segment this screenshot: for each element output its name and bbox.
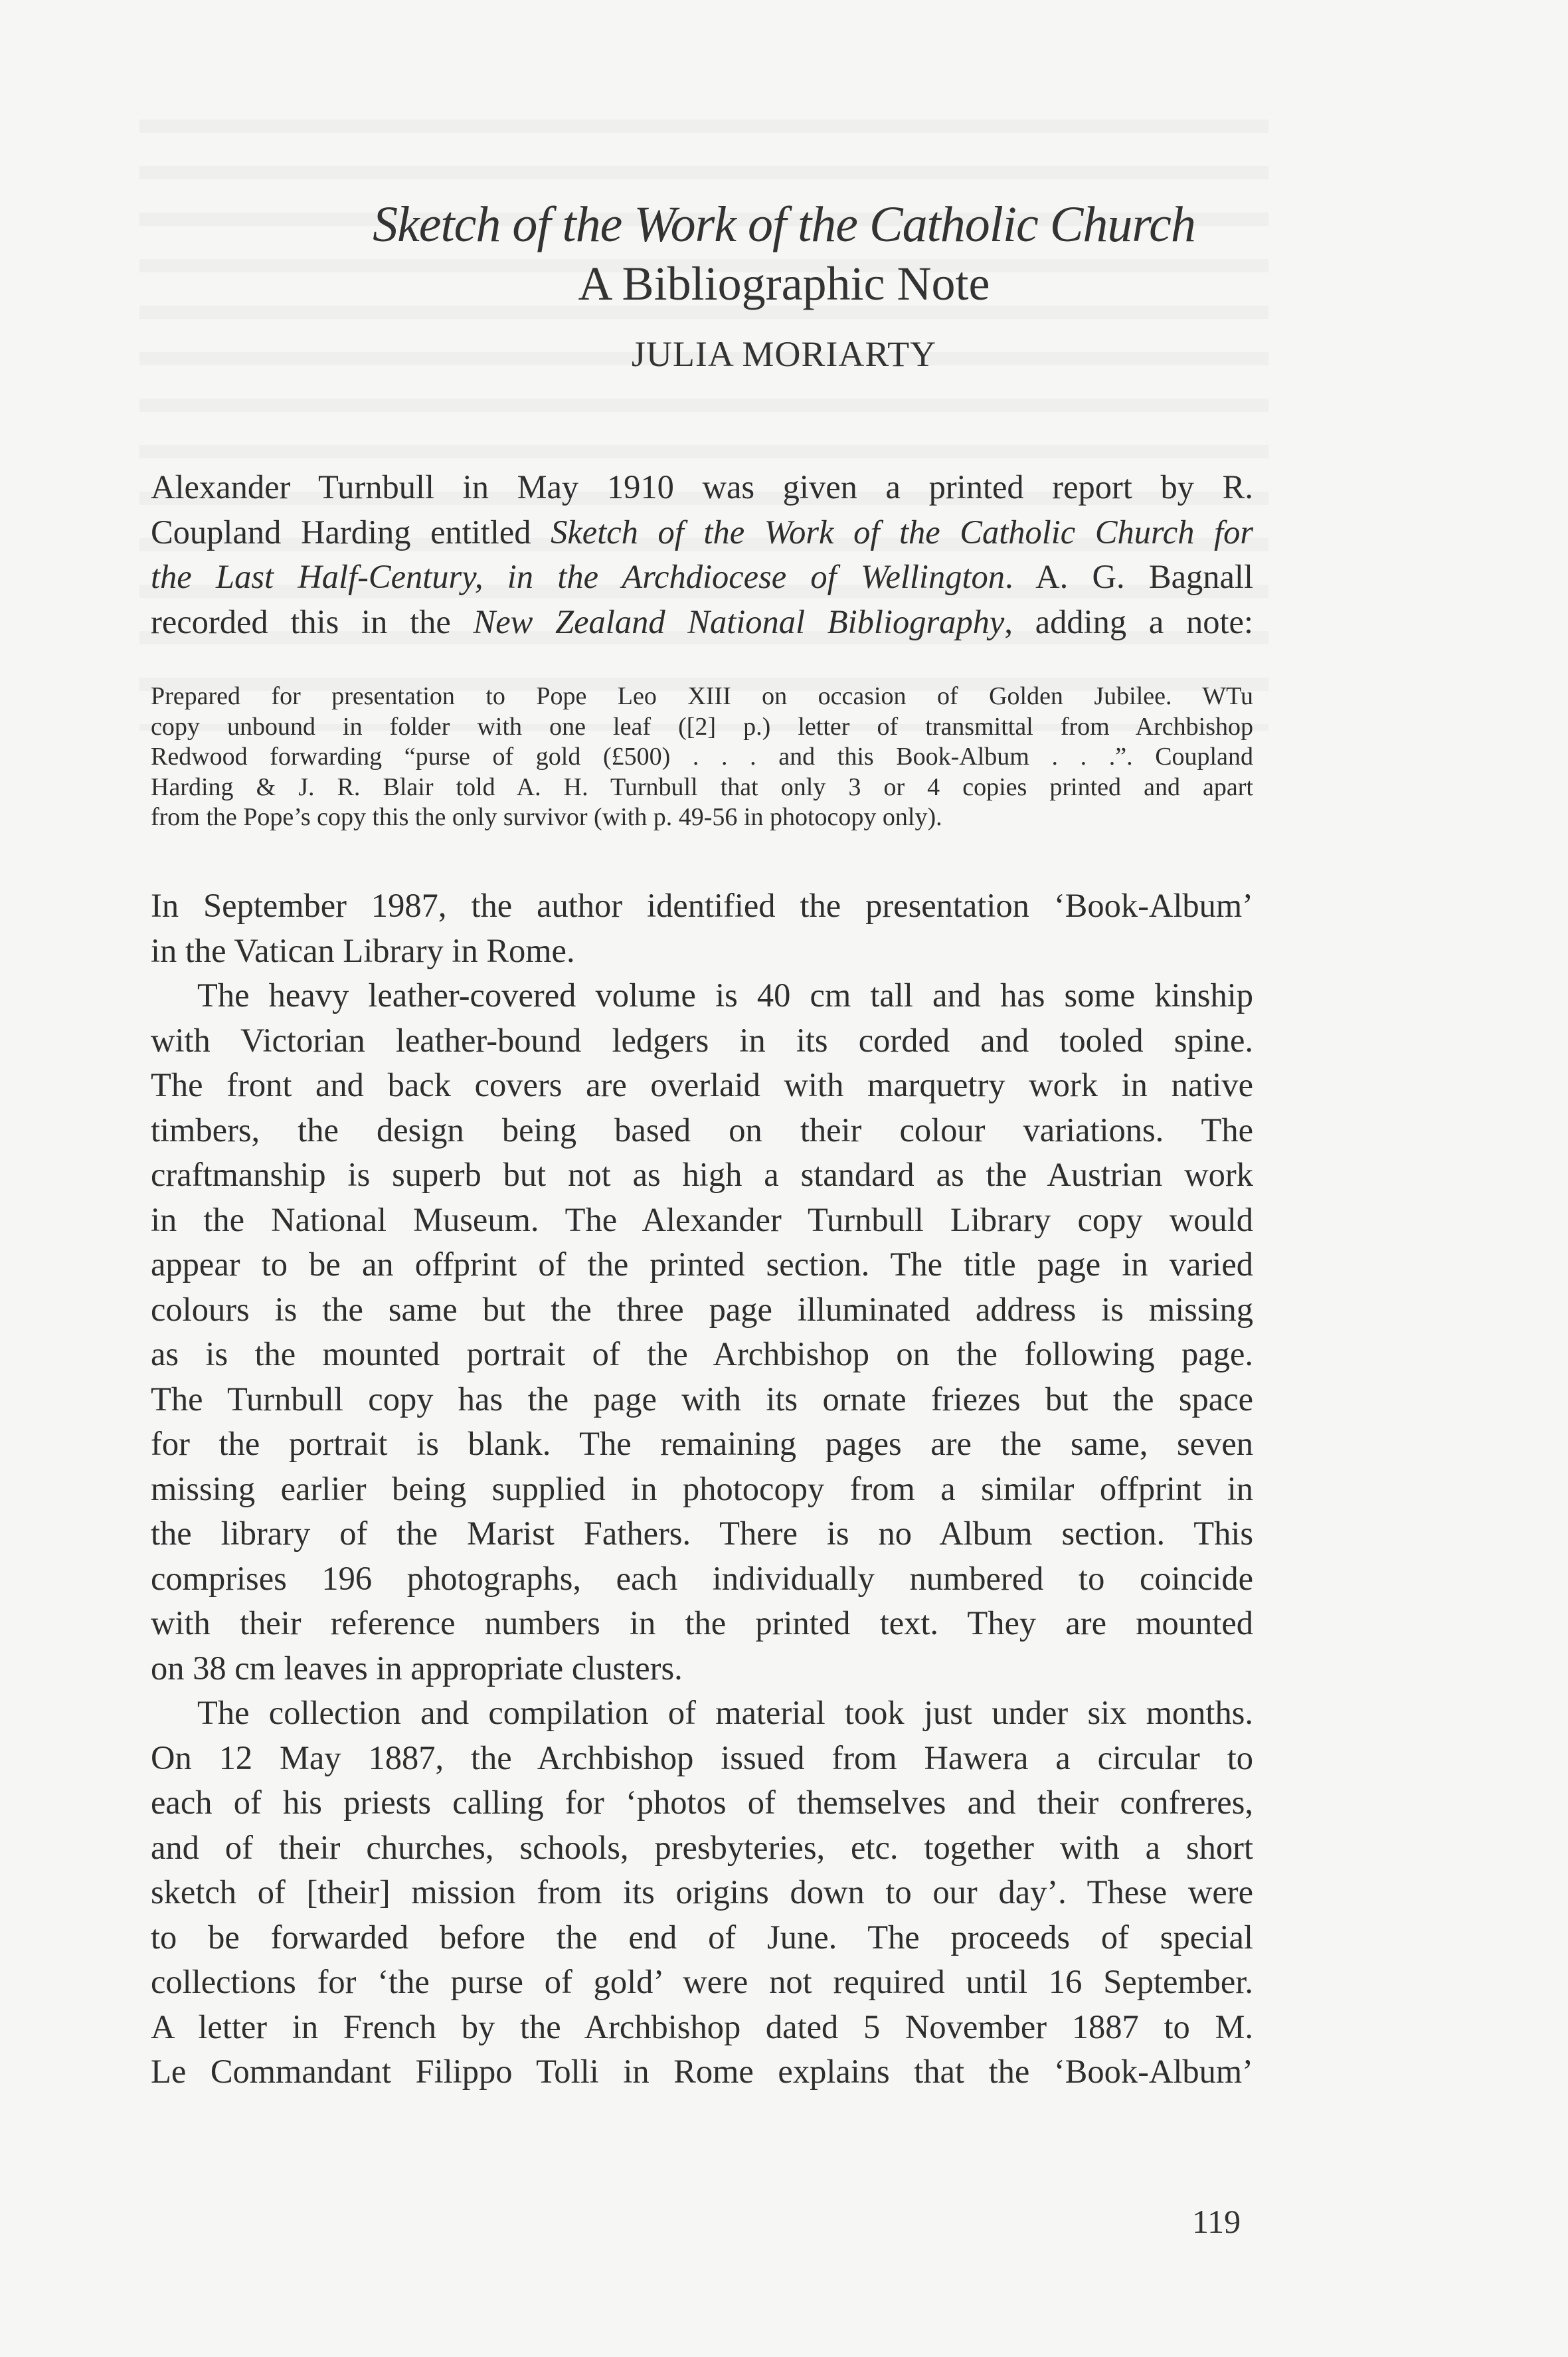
note-line: copy unbound in folder with one leaf ([2] p.) letter of transmittal from Archbishop	[151, 712, 1253, 741]
italic-title: New Zealand National Bibliography	[473, 603, 1005, 640]
text-line: In September 1987, the author identified the presentation ‘Book-Album’	[151, 887, 1253, 924]
article-subtitle: A Bibliographic Note	[578, 257, 990, 310]
text-line: to be forwarded before the end of June. The proceeds of special	[151, 1918, 1253, 1956]
text-line: with Victorian leather-bound ledgers in its corded and tooled spine.	[151, 1021, 1253, 1059]
paragraph-description	[151, 973, 1253, 1691]
page-number: 119	[1192, 2203, 1241, 2240]
text-line: appear to be an offprint of the printed section. The title page in varied	[151, 1246, 1253, 1283]
text-line	[151, 600, 1253, 645]
text-line: The front and back covers are overlaid with marquetry work in native	[151, 1066, 1253, 1103]
text-line: for the portrait is blank. The remaining pages are the same, seven	[151, 1425, 1253, 1462]
text-line: A letter in French by the Archbishop dated 5 November 1887 to M.	[151, 2008, 1253, 2045]
note-line: Prepared for presentation to Pope Leo XIII on occasion of Golden Jubilee. WTu	[151, 682, 1253, 710]
paragraph-identification	[151, 884, 1253, 973]
text-line: sketch of [their] mission from its origins down to our day’. These were	[151, 1873, 1253, 1911]
text-line: On 12 May 1887, the Archbishop issued from Hawera a circular to	[151, 1739, 1253, 1776]
note-line: Harding & J. R. Blair told A. H. Turnbull that only 3 or 4 copies printed and apart	[151, 773, 1253, 801]
text-line: on 38 cm leaves in appropriate clusters.	[151, 1649, 683, 1687]
text-span: recorded this in the	[151, 603, 474, 640]
text-line: the library of the Marist Fathers. There is no Album section. This	[151, 1515, 1253, 1552]
note-line: from the Pope’s copy this the only survivor (with p. 49-56 in photocopy only).	[151, 803, 942, 831]
text-line: The Turnbull copy has the page with its ornate friezes but the space	[151, 1380, 1253, 1418]
text-span: , adding a note:	[1004, 603, 1253, 640]
text-line: Alexander Turnbull in May 1910 was given a printed report by R.	[151, 468, 1253, 506]
text-span: Coupland Harding entitled	[151, 513, 551, 551]
article-author: JULIA MORIARTY	[631, 334, 937, 374]
text-line: The collection and compilation of material took just under six months.	[197, 1694, 1253, 1731]
text-line: colours is the same but the three page illuminated address is missing	[151, 1290, 1253, 1328]
note-line: Redwood forwarding “purse of gold (£500) . . . and this Book-Album . . .”. Coupland	[151, 743, 1253, 771]
bibliography-note	[151, 682, 1253, 833]
text-span: . A. G. Bagnall	[1004, 558, 1253, 595]
text-line: comprises 196 photographs, each individually numbered to coincide	[151, 1559, 1253, 1597]
text-line: Le Commandant Filippo Tolli in Rome explains that the ‘Book-Album’	[151, 2053, 1253, 2090]
text-line: timbers, the design being based on their colour variations. The	[151, 1111, 1253, 1149]
article-title: Sketch of the Work of the Catholic Church	[373, 197, 1195, 252]
paragraph-intro	[151, 465, 1253, 644]
text-line: collections for ‘the purse of gold’ were not required until 16 September.	[151, 1963, 1253, 2000]
text-line: in the Vatican Library in Rome.	[151, 931, 575, 969]
text-line: and of their churches, schools, presbyteries, etc. together with a short	[151, 1828, 1253, 1866]
text-line	[151, 555, 1253, 600]
text-line: craftmanship is superb but not as high a standard as the Austrian work	[151, 1156, 1253, 1193]
text-line: with their reference numbers in the printed text. They are mounted	[151, 1604, 1253, 1642]
italic-title: Sketch of the Work of the Catholic Church for	[551, 513, 1253, 551]
text-line: each of his priests calling for ‘photos of themselves and their confreres,	[151, 1784, 1253, 1821]
italic-title: the Last Half-Century, in the Archdiocese of Wellington	[151, 558, 1005, 595]
text-line: The heavy leather-covered volume is 40 cm tall and has some kinship	[197, 977, 1253, 1014]
text-line	[151, 510, 1253, 555]
text-line: missing earlier being supplied in photocopy from a similar offprint in	[151, 1469, 1253, 1507]
text-line: in the National Museum. The Alexander Turnbull Library copy would	[151, 1200, 1253, 1238]
text-line: as is the mounted portrait of the Archbishop on the following page.	[151, 1335, 1253, 1372]
paragraph-compilation	[151, 1691, 1253, 2095]
